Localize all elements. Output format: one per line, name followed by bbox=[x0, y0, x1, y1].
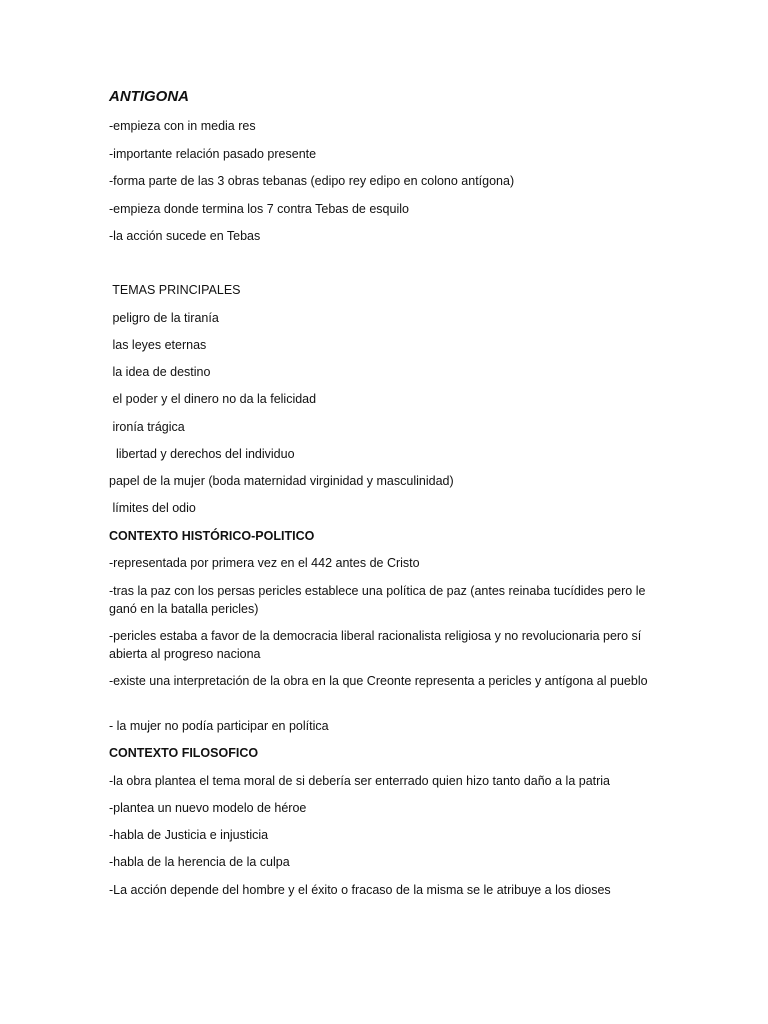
philosophical-item: -habla de la herencia de la culpa bbox=[109, 855, 290, 869]
intro-line: -importante relación pasado presente bbox=[109, 147, 317, 161]
philosophical-item: -plantea un nuevo modelo de héroe bbox=[109, 801, 307, 815]
historical-heading: CONTEXTO HISTÓRICO-POLITICO bbox=[109, 529, 315, 543]
themes-heading: TEMAS PRINCIPALES bbox=[109, 283, 241, 297]
historical-item: - la mujer no podía participar en política bbox=[109, 719, 329, 733]
historical-item: -representada por primera vez en el 442 antes de Cristo bbox=[109, 556, 420, 570]
theme-item: límites del odio bbox=[109, 501, 196, 515]
philosophical-item: -habla de Justicia e injusticia bbox=[109, 828, 269, 842]
historical-item: -existe una interpretación de la obra en la que Creonte representa a pericles y antígona al pueblo bbox=[109, 674, 648, 688]
document-title: ANTIGONA bbox=[109, 88, 189, 105]
theme-item: las leyes eternas bbox=[109, 338, 207, 352]
theme-item: papel de la mujer (boda maternidad virginidad y masculinidad) bbox=[109, 474, 454, 488]
theme-item: ironía trágica bbox=[109, 420, 185, 434]
theme-item: la idea de destino bbox=[109, 365, 211, 379]
philosophical-item: -la obra plantea el tema moral de si debería ser enterrado quien hizo tanto daño a la patria bbox=[109, 774, 611, 788]
philosophical-heading: CONTEXTO FILOSOFICO bbox=[109, 746, 259, 760]
intro-line: -empieza con in media res bbox=[109, 119, 256, 133]
theme-item: peligro de la tiranía bbox=[109, 311, 219, 325]
historical-item: -pericles estaba a favor de la democracia liberal racionalista religiosa y no revolucionaria pero sí abierta al progreso naciona bbox=[109, 629, 642, 661]
intro-line: -la acción sucede en Tebas bbox=[109, 229, 261, 243]
historical-item: -tras la paz con los persas pericles establece una política de paz (antes reinaba tucídides pero le ganó en la batalla pericles) bbox=[109, 584, 646, 616]
theme-item: el poder y el dinero no da la felicidad bbox=[109, 392, 317, 406]
philosophical-item: -La acción depende del hombre y el éxito o fracaso de la misma se le atribuye a los dioses bbox=[109, 883, 611, 897]
theme-item: libertad y derechos del individuo bbox=[109, 447, 295, 461]
intro-line: -forma parte de las 3 obras tebanas (edipo rey edipo en colono antígona) bbox=[109, 174, 515, 188]
intro-line: -empieza donde termina los 7 contra Tebas de esquilo bbox=[109, 202, 409, 216]
